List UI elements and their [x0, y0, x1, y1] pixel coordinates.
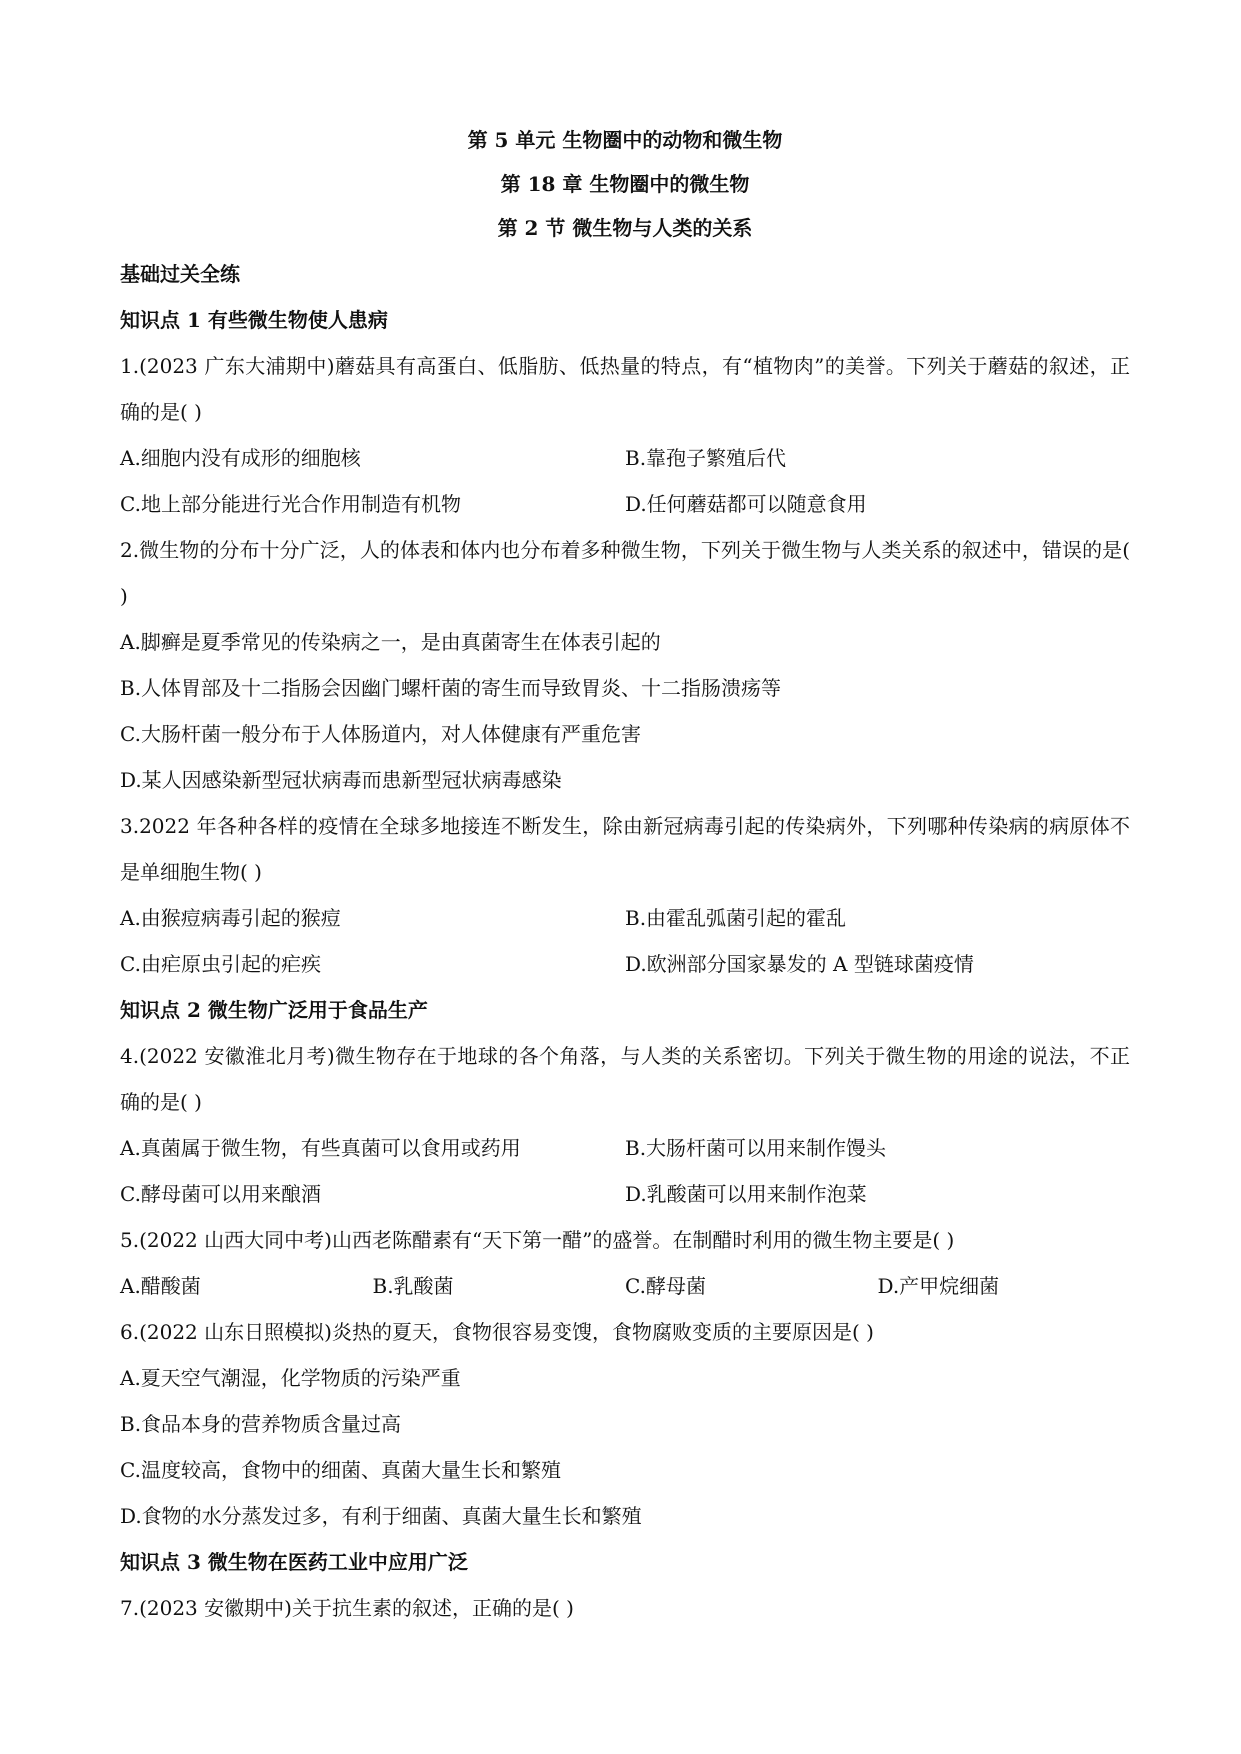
question-3-stem: 3.2022 年各种各样的疫情在全球多地接连不断发生，除由新冠病毒引起的传染病外，下列哪种传染病的病原体不是单细胞生物( ) — [120, 814, 1130, 884]
q1-option-c: C.地上部分能进行光合作用制造有机物 — [120, 492, 461, 516]
q5-option-b: B.乳酸菌 — [372, 1274, 454, 1298]
q4-option-d: D.乳酸菌可以用来制作泡菜 — [625, 1182, 867, 1206]
q1-option-d: D.任何蘑菇都可以随意食用 — [625, 492, 867, 516]
q1-option-b: B.靠孢子繁殖后代 — [625, 446, 787, 470]
q6-option-a: A.夏天空气潮湿，化学物质的污染严重 — [120, 1366, 461, 1390]
question-5-options-row — [120, 1263, 1130, 1309]
unit-title: 第 5 单元 生物圈中的动物和微生物 — [467, 128, 783, 152]
q2-option-d: D.某人因感染新型冠状病毒而患新型冠状病毒感染 — [120, 768, 562, 792]
question-4-options-row-1 — [120, 1125, 1130, 1171]
question-4-options-row-2 — [120, 1171, 1130, 1217]
question-3-options-row-1 — [120, 895, 1130, 941]
q5-option-a: A.醋酸菌 — [120, 1274, 201, 1298]
question-6-stem: 6.(2022 山东日照模拟)炎热的夏天，食物很容易变馊，食物腐败变质的主要原因是( ) — [120, 1320, 874, 1344]
q3-option-b: B.由霍乱弧菌引起的霍乱 — [625, 906, 847, 930]
question-5-stem: 5.(2022 山西大同中考)山西老陈醋素有“天下第一醋”的盛誉。在制醋时利用的微生物主要是( ) — [120, 1228, 955, 1252]
q1-option-a: A.细胞内没有成形的细胞核 — [120, 446, 361, 470]
question-7-stem: 7.(2023 安徽期中)关于抗生素的叙述，正确的是( ) — [120, 1596, 574, 1620]
question-3-options-row-2 — [120, 941, 1130, 987]
q4-option-b: B.大肠杆菌可以用来制作馒头 — [625, 1136, 887, 1160]
question-4-stem: 4.(2022 安徽淮北月考)微生物存在于地球的各个角落，与人类的关系密切。下列关于微生物的用途的说法，不正确的是( ) — [120, 1044, 1130, 1114]
practice-heading: 基础过关全练 — [120, 262, 240, 286]
chapter-title: 第 18 章 生物圈中的微生物 — [500, 172, 750, 196]
q3-option-a: A.由猴痘病毒引起的猴痘 — [120, 906, 341, 930]
q5-option-c: C.酵母菌 — [625, 1274, 706, 1298]
q5-option-d: D.产甲烷细菌 — [877, 1274, 1000, 1298]
question-1-stem: 1.(2023 广东大浦期中)蘑菇具有高蛋白、低脂肪、低热量的特点，有“植物肉”的美誉。下列关于蘑菇的叙述，正确的是( ) — [120, 354, 1130, 424]
question-1-options-row-2 — [120, 481, 1130, 527]
knowledge-point-2: 知识点 2 微生物广泛用于食品生产 — [120, 998, 428, 1022]
q4-option-a: A.真菌属于微生物，有些真菌可以食用或药用 — [120, 1136, 521, 1160]
worksheet-page — [120, 118, 1130, 1631]
q6-option-c: C.温度较高，食物中的细菌、真菌大量生长和繁殖 — [120, 1458, 561, 1482]
q3-option-d: D.欧洲部分国家暴发的 A 型链球菌疫情 — [625, 952, 974, 976]
q4-option-c: C.酵母菌可以用来酿酒 — [120, 1182, 321, 1206]
section-title: 第 2 节 微生物与人类的关系 — [497, 216, 753, 240]
knowledge-point-3: 知识点 3 微生物在医药工业中应用广泛 — [120, 1550, 468, 1574]
q2-option-c: C.大肠杆菌一般分布于人体肠道内，对人体健康有严重危害 — [120, 722, 641, 746]
q6-option-b: B.食品本身的营养物质含量过高 — [120, 1412, 402, 1436]
q3-option-c: C.由疟原虫引起的疟疾 — [120, 952, 321, 976]
q6-option-d: D.食物的水分蒸发过多，有利于细菌、真菌大量生长和繁殖 — [120, 1504, 642, 1528]
question-1-options-row-1 — [120, 435, 1130, 481]
q2-option-a: A.脚癣是夏季常见的传染病之一，是由真菌寄生在体表引起的 — [120, 630, 661, 654]
knowledge-point-1: 知识点 1 有些微生物使人患病 — [120, 308, 388, 332]
q2-option-b: B.人体胃部及十二指肠会因幽门螺杆菌的寄生而导致胃炎、十二指肠溃疡等 — [120, 676, 782, 700]
question-2-stem: 2.微生物的分布十分广泛，人的体表和体内也分布着多种微生物，下列关于微生物与人类关系的叙述中，错误的是( ) — [120, 538, 1130, 608]
